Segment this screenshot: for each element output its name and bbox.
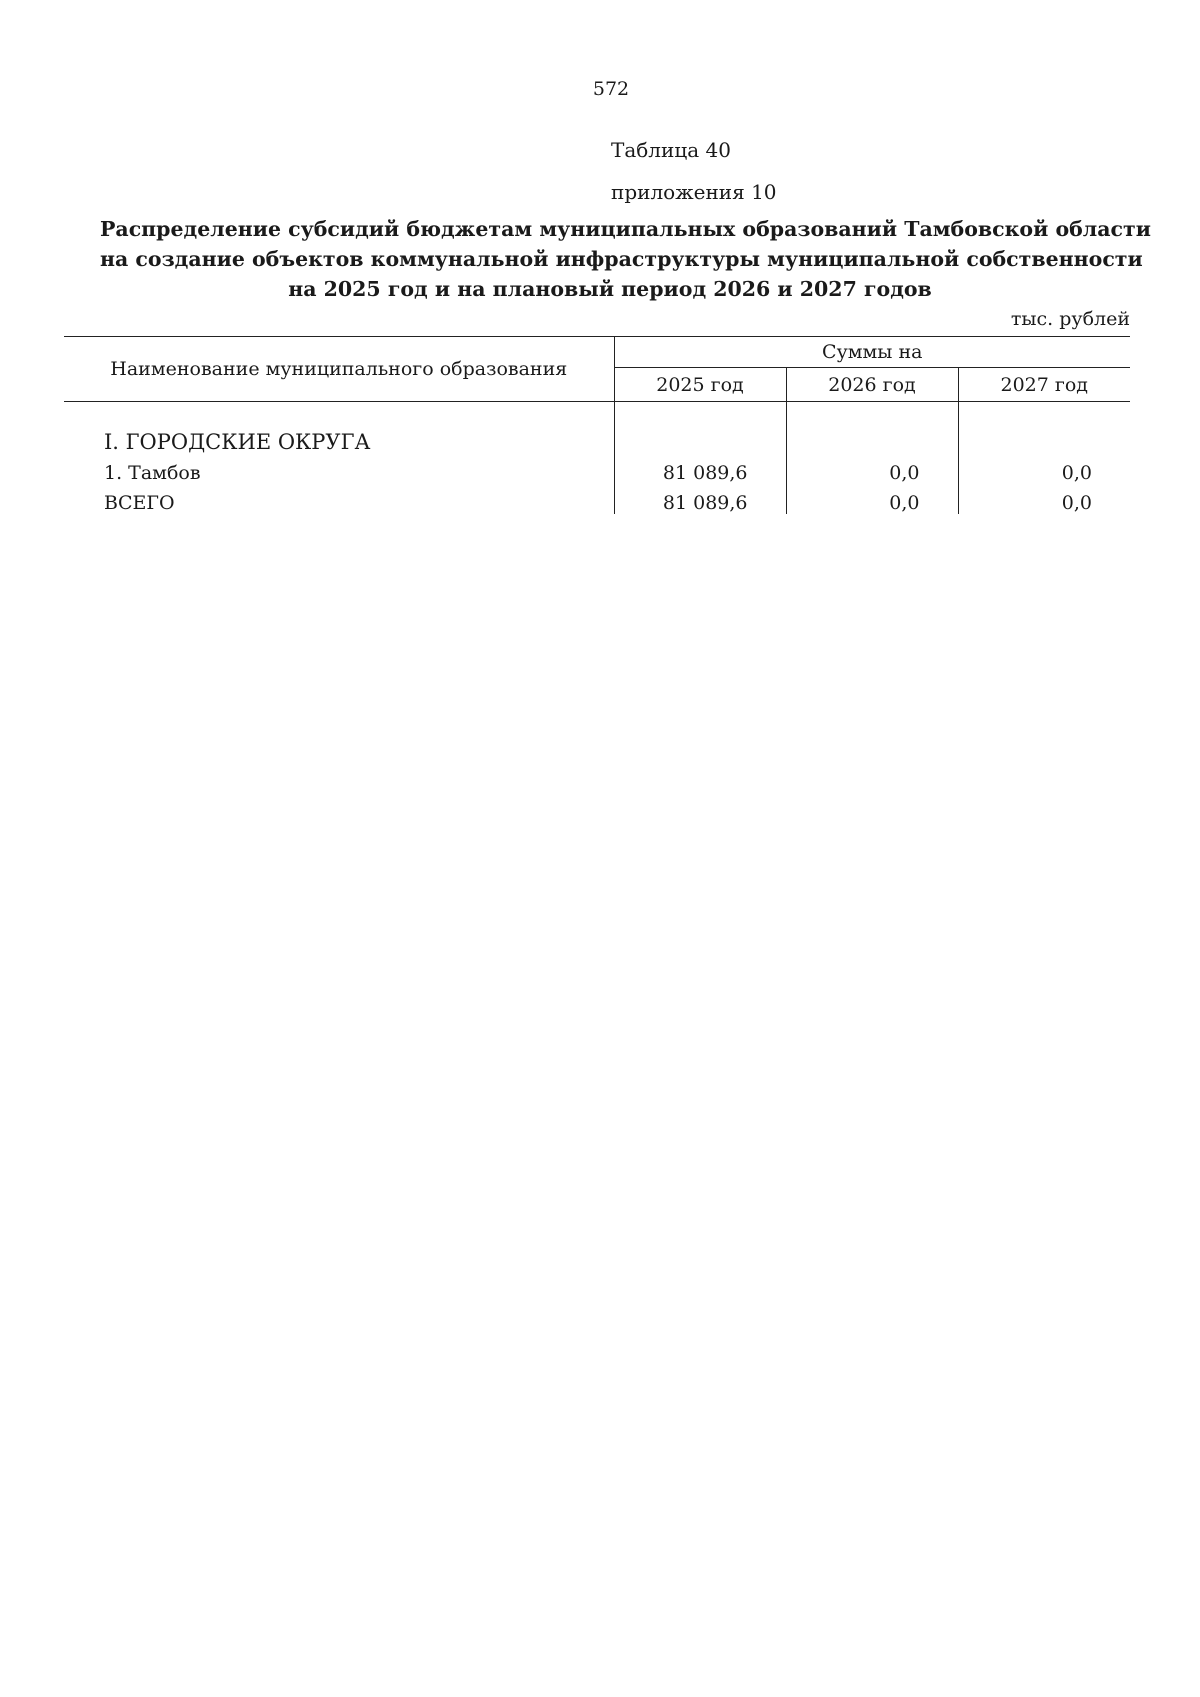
subsidy-table: [64, 336, 1130, 514]
title-line-2: на создание объектов коммунальной инфраструктуры муниципальной собственности: [100, 247, 1143, 271]
title-line-3: на 2025 год и на плановый период 2026 и 2027 годов: [288, 277, 932, 301]
row-value-2026: 0,0: [786, 454, 958, 484]
units-label: тыс. рублей: [1010, 308, 1130, 330]
header-year-2026: 2026 год: [786, 368, 958, 402]
total-label: ВСЕГО: [104, 492, 175, 514]
header-municipality-name: Наименование муниципального образования: [64, 337, 614, 402]
table-spacer-row: [64, 402, 1130, 425]
section-row: [64, 424, 1130, 454]
header-year-2027: 2027 год: [958, 368, 1130, 402]
row-value-2027: 0,0: [958, 454, 1130, 484]
header-year-2025: 2025 год: [614, 368, 786, 402]
total-row: [64, 484, 1130, 514]
table-number: Таблица 40: [611, 138, 731, 162]
section-label: I. ГОРОДСКИЕ ОКРУГА: [104, 430, 371, 454]
header-sums: Суммы на: [614, 337, 1130, 368]
row-value-2025: 81 089,6: [614, 454, 786, 484]
total-value-2027: 0,0: [958, 484, 1130, 514]
row-name: 1. Тамбов: [104, 462, 201, 484]
document-title: [100, 214, 1151, 304]
page-number: 572: [592, 78, 630, 100]
appendix-reference: приложения 10: [611, 180, 777, 204]
table-row: [64, 454, 1130, 484]
title-line-1: Распределение субсидий бюджетам муниципальных образований Тамбовской области: [100, 217, 1151, 241]
total-value-2025: 81 089,6: [614, 484, 786, 514]
total-value-2026: 0,0: [786, 484, 958, 514]
